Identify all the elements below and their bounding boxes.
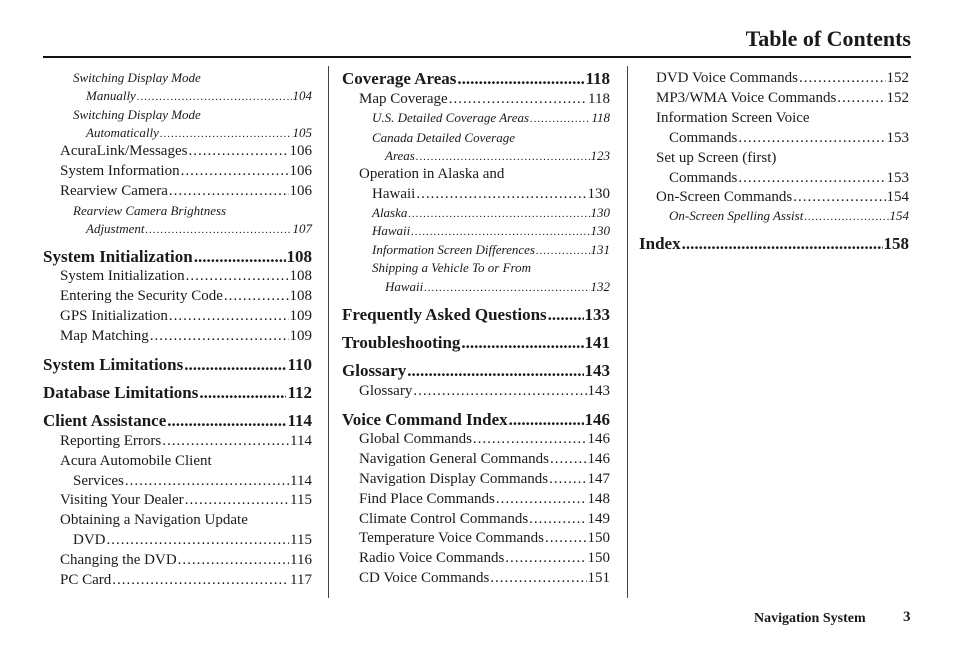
toc-entry[interactable] xyxy=(656,189,909,206)
leader-dots xyxy=(682,234,883,254)
toc-entry[interactable] xyxy=(372,242,610,258)
toc-entry[interactable] xyxy=(359,383,610,400)
toc-entry[interactable] xyxy=(60,492,312,509)
toc-entry-label: Client Assistance xyxy=(43,411,167,430)
title-rule xyxy=(43,56,911,58)
toc-entry-label: Shipping a Vehicle To or From xyxy=(372,260,532,275)
toc-page-number: 118 xyxy=(585,69,610,88)
toc-page-number: 123 xyxy=(590,148,610,163)
toc-page-number: 143 xyxy=(587,383,610,399)
leader-dots xyxy=(490,570,586,587)
toc-entry[interactable] xyxy=(60,268,312,285)
leader-dots xyxy=(408,208,589,220)
toc-entry[interactable] xyxy=(385,148,610,164)
toc-page-number: 158 xyxy=(883,234,909,253)
leader-dots xyxy=(169,308,289,325)
leader-dots xyxy=(181,163,289,180)
toc-entry[interactable] xyxy=(73,532,312,549)
toc-entry-label: Rearview Camera xyxy=(60,183,168,199)
toc-entry-label: DVD Voice Commands xyxy=(656,70,798,86)
toc-entry-label: Visiting Your Dealer xyxy=(60,492,184,508)
toc-entry[interactable] xyxy=(656,70,909,87)
toc-page-number: 133 xyxy=(584,305,610,324)
toc-entry-label: Set up Screen (first) xyxy=(656,150,777,166)
toc-page-number: 153 xyxy=(886,170,909,186)
leader-dots xyxy=(407,361,583,381)
leader-dots xyxy=(413,383,586,400)
toc-entry-label: System Limitations xyxy=(43,355,184,374)
toc-entry[interactable] xyxy=(372,205,610,221)
toc-page-number: 117 xyxy=(290,572,312,588)
column-divider xyxy=(627,66,628,598)
leader-dots xyxy=(424,282,589,294)
toc-entry[interactable] xyxy=(656,110,909,127)
toc-section-heading[interactable] xyxy=(43,355,312,375)
leader-dots xyxy=(125,473,289,490)
toc-page-number: 106 xyxy=(289,183,312,199)
toc-entry[interactable] xyxy=(60,453,312,470)
leader-dots xyxy=(162,433,289,450)
toc-page-number: 108 xyxy=(289,288,312,304)
toc-section-heading[interactable] xyxy=(43,411,312,431)
toc-entry[interactable] xyxy=(372,223,610,239)
leader-dots xyxy=(184,355,286,375)
toc-page-number: 115 xyxy=(290,532,312,548)
toc-page-number: 108 xyxy=(289,268,312,284)
toc-entry-label: U.S. Detailed Coverage Areas xyxy=(372,110,530,125)
leader-dots xyxy=(545,530,586,547)
toc-entry-label: Canada Detailed Coverage xyxy=(372,130,515,145)
leader-dots xyxy=(186,268,289,285)
leader-dots xyxy=(167,411,286,431)
leader-dots xyxy=(107,532,290,549)
leader-dots xyxy=(496,491,587,508)
toc-entry[interactable] xyxy=(359,570,610,587)
leader-dots xyxy=(194,247,286,267)
toc-page-number: 146 xyxy=(587,431,610,447)
toc-page-number: 118 xyxy=(588,91,610,107)
toc-entry[interactable] xyxy=(385,279,610,295)
toc-entry-label: Acura Automobile Client xyxy=(60,453,212,469)
toc-page-number: 105 xyxy=(292,125,312,140)
toc-entry-label: Radio Voice Commands xyxy=(359,550,505,566)
leader-dots xyxy=(169,183,289,200)
toc-page-number: 114 xyxy=(287,411,312,430)
toc-section-heading[interactable] xyxy=(342,361,610,381)
toc-section-heading[interactable] xyxy=(342,333,610,353)
toc-entry[interactable] xyxy=(669,208,909,224)
toc-page-number: 104 xyxy=(292,88,312,103)
toc-entry-label: MP3/WMA Voice Commands xyxy=(656,90,837,106)
toc-entry[interactable] xyxy=(372,186,610,203)
toc-entry-label: Areas xyxy=(385,148,415,163)
toc-entry[interactable] xyxy=(359,166,610,183)
toc-entry[interactable] xyxy=(60,552,312,569)
leader-dots xyxy=(738,170,885,187)
leader-dots xyxy=(738,130,885,147)
toc-entry-label: Navigation General Commands xyxy=(359,451,549,467)
toc-entry-label: Commands xyxy=(669,130,738,146)
toc-page-number: 150 xyxy=(587,530,610,546)
toc-page-number: 118 xyxy=(591,110,610,125)
leader-dots xyxy=(112,572,289,589)
leader-dots xyxy=(837,90,885,107)
leader-dots xyxy=(416,151,590,163)
leader-dots xyxy=(793,189,885,206)
toc-entry-label: Manually xyxy=(86,88,136,103)
toc-section-heading[interactable] xyxy=(43,383,312,403)
toc-entry[interactable] xyxy=(656,90,909,107)
toc-entry-label: PC Card xyxy=(60,572,112,588)
toc-page-number: 152 xyxy=(886,70,909,86)
leader-dots xyxy=(449,91,587,108)
toc-page-number: 116 xyxy=(290,552,312,568)
toc-page-number: 141 xyxy=(584,333,610,352)
leader-dots xyxy=(224,288,289,305)
toc-entry[interactable] xyxy=(359,530,610,547)
toc-page-number: 130 xyxy=(590,223,610,238)
toc-page-number: 114 xyxy=(290,433,312,449)
toc-entry-label: Climate Control Commands xyxy=(359,511,529,527)
toc-entry-label: Global Commands xyxy=(359,431,472,447)
leader-dots xyxy=(549,471,586,488)
toc-entry-label: Switching Display Mode xyxy=(73,107,201,122)
leader-dots xyxy=(548,305,584,325)
toc-section-heading[interactable] xyxy=(342,305,610,325)
toc-page-number: 106 xyxy=(289,163,312,179)
toc-entry-label: Map Matching xyxy=(60,328,149,344)
toc-entry[interactable] xyxy=(86,88,312,104)
leader-dots xyxy=(473,431,587,448)
leader-dots xyxy=(416,186,586,203)
toc-entry[interactable] xyxy=(359,511,610,528)
toc-entry[interactable] xyxy=(359,91,610,108)
leader-dots xyxy=(509,410,584,430)
toc-page-number: 150 xyxy=(587,550,610,566)
toc-entry-label: DVD xyxy=(73,532,106,548)
toc-column-1 xyxy=(43,64,312,604)
column-divider xyxy=(328,66,329,598)
toc-entry[interactable] xyxy=(372,130,610,146)
toc-entry-label: Rearview Camera Brightness xyxy=(73,203,227,218)
toc-entry-label: Commands xyxy=(669,170,738,186)
toc-entry[interactable] xyxy=(60,288,312,305)
toc-entry[interactable] xyxy=(359,451,610,468)
toc-page-number: 146 xyxy=(587,451,610,467)
page-title: Table of Contents xyxy=(745,26,911,51)
toc-page-number: 107 xyxy=(292,221,312,236)
leader-dots xyxy=(199,383,286,403)
toc-entry[interactable] xyxy=(60,183,312,200)
toc-entry[interactable] xyxy=(60,433,312,450)
toc-entry-label: Switching Display Mode xyxy=(73,70,201,85)
toc-page-number: 115 xyxy=(290,492,312,508)
toc-entry-label: Hawaii xyxy=(372,186,416,202)
toc-entry-label: System Initialization xyxy=(60,268,185,284)
leader-dots xyxy=(529,511,586,528)
toc-entry-label: On-Screen Commands xyxy=(656,189,793,205)
toc-entry[interactable] xyxy=(73,107,312,123)
toc-entry-label: Voice Command Index xyxy=(342,410,508,429)
toc-entry[interactable] xyxy=(359,471,610,488)
toc-entry-label: Coverage Areas xyxy=(342,69,457,88)
leader-dots xyxy=(137,91,292,103)
leader-dots xyxy=(804,211,888,223)
toc-entry-label: Database Limitations xyxy=(43,383,199,402)
toc-entry[interactable] xyxy=(73,70,312,86)
footer-label: Navigation System xyxy=(754,611,866,626)
toc-entry[interactable] xyxy=(359,550,610,567)
toc-page-number: 108 xyxy=(286,247,312,266)
toc-entry[interactable] xyxy=(60,572,312,589)
leader-dots xyxy=(550,451,587,468)
leader-dots xyxy=(188,143,288,160)
toc-page-number: 114 xyxy=(290,473,312,489)
toc-entry[interactable] xyxy=(372,260,610,276)
toc-section-heading[interactable] xyxy=(43,247,312,267)
leader-dots xyxy=(536,245,590,257)
leader-dots xyxy=(457,69,584,89)
toc-page-number: 151 xyxy=(587,570,610,586)
leader-dots xyxy=(146,224,292,236)
toc-entry[interactable] xyxy=(60,328,312,345)
toc-entry-label: Hawaii xyxy=(372,223,411,238)
toc-entry[interactable] xyxy=(359,491,610,508)
toc-entry-label: GPS Initialization xyxy=(60,308,168,324)
toc-entry-label: Glossary xyxy=(342,361,407,380)
toc-entry-label: Reporting Errors xyxy=(60,433,162,449)
toc-page-number: 132 xyxy=(590,279,610,294)
toc-entry[interactable] xyxy=(73,203,312,219)
toc-entry-label: System Information xyxy=(60,163,180,179)
toc-entry-label: Changing the DVD xyxy=(60,552,177,568)
toc-entry[interactable] xyxy=(359,431,610,448)
toc-entry[interactable] xyxy=(60,512,312,529)
leader-dots xyxy=(799,70,886,87)
toc-entry-label: Automatically xyxy=(86,125,159,140)
toc-page-number: 130 xyxy=(587,186,610,202)
toc-entry[interactable] xyxy=(669,170,909,187)
leader-dots xyxy=(160,128,292,140)
toc-entry[interactable] xyxy=(656,150,909,167)
toc-page-number: 146 xyxy=(584,410,610,429)
leader-dots xyxy=(530,113,590,125)
toc-entry-label: Adjustment xyxy=(86,221,145,236)
toc-entry[interactable] xyxy=(60,143,312,160)
toc-entry[interactable] xyxy=(73,473,312,490)
toc-entry-label: Information Screen Voice xyxy=(656,110,810,126)
footer-page-number: 3 xyxy=(903,609,911,625)
toc-entry-label: On-Screen Spelling Assist xyxy=(669,208,804,223)
leader-dots xyxy=(461,333,583,353)
toc-section-heading[interactable] xyxy=(342,69,610,89)
leader-dots xyxy=(150,328,289,345)
toc-entry-label: Services xyxy=(73,473,124,489)
toc-column-3 xyxy=(639,64,909,604)
toc-entry-label: Navigation Display Commands xyxy=(359,471,549,487)
toc-page-number: 153 xyxy=(886,130,909,146)
toc-page-number: 149 xyxy=(587,511,610,527)
toc-entry-label: Frequently Asked Questions xyxy=(342,305,547,324)
toc-entry[interactable] xyxy=(86,221,312,237)
toc-page-number: 130 xyxy=(590,205,610,220)
toc-entry[interactable] xyxy=(372,110,610,126)
toc-entry[interactable] xyxy=(60,308,312,325)
toc-entry-label: Temperature Voice Commands xyxy=(359,530,545,546)
toc-entry-label: Hawaii xyxy=(385,279,424,294)
toc-entry[interactable] xyxy=(669,130,909,147)
toc-entry-label: Operation in Alaska and xyxy=(359,166,505,182)
toc-entry-label: Troubleshooting xyxy=(342,333,461,352)
toc-page-number: 109 xyxy=(289,308,312,324)
toc-entry[interactable] xyxy=(86,125,312,141)
toc-page-number: 110 xyxy=(287,355,312,374)
toc-page-number: 147 xyxy=(587,471,610,487)
toc-page-number: 106 xyxy=(289,143,312,159)
toc-section-heading[interactable] xyxy=(639,234,909,254)
toc-entry-label: Index xyxy=(639,234,681,253)
toc-section-heading[interactable] xyxy=(342,410,610,430)
toc-page-number: 109 xyxy=(289,328,312,344)
toc-page-number: 154 xyxy=(886,189,909,205)
toc-entry-label: CD Voice Commands xyxy=(359,570,490,586)
toc-column-2 xyxy=(342,64,610,604)
toc-entry-label: Alaska xyxy=(372,205,408,220)
toc-entry-label: Information Screen Differences xyxy=(372,242,535,257)
toc-page-number: 143 xyxy=(584,361,610,380)
toc-entry-label: AcuraLink/Messages xyxy=(60,143,188,159)
toc-page-number: 131 xyxy=(590,242,610,257)
leader-dots xyxy=(411,226,589,238)
toc-page-number: 154 xyxy=(889,208,909,223)
toc-entry-label: Obtaining a Navigation Update xyxy=(60,512,248,528)
leader-dots xyxy=(185,492,289,509)
toc-page-number: 148 xyxy=(587,491,610,507)
toc-page-number: 112 xyxy=(287,383,312,402)
toc-entry-label: System Initialization xyxy=(43,247,193,266)
toc-entry-label: Entering the Security Code xyxy=(60,288,223,304)
leader-dots xyxy=(505,550,586,567)
toc-entry[interactable] xyxy=(60,163,312,180)
toc-page-number: 152 xyxy=(886,90,909,106)
toc-entry-label: Glossary xyxy=(359,383,413,399)
leader-dots xyxy=(178,552,289,569)
toc-entry-label: Map Coverage xyxy=(359,91,448,107)
toc-entry-label: Find Place Commands xyxy=(359,491,495,507)
